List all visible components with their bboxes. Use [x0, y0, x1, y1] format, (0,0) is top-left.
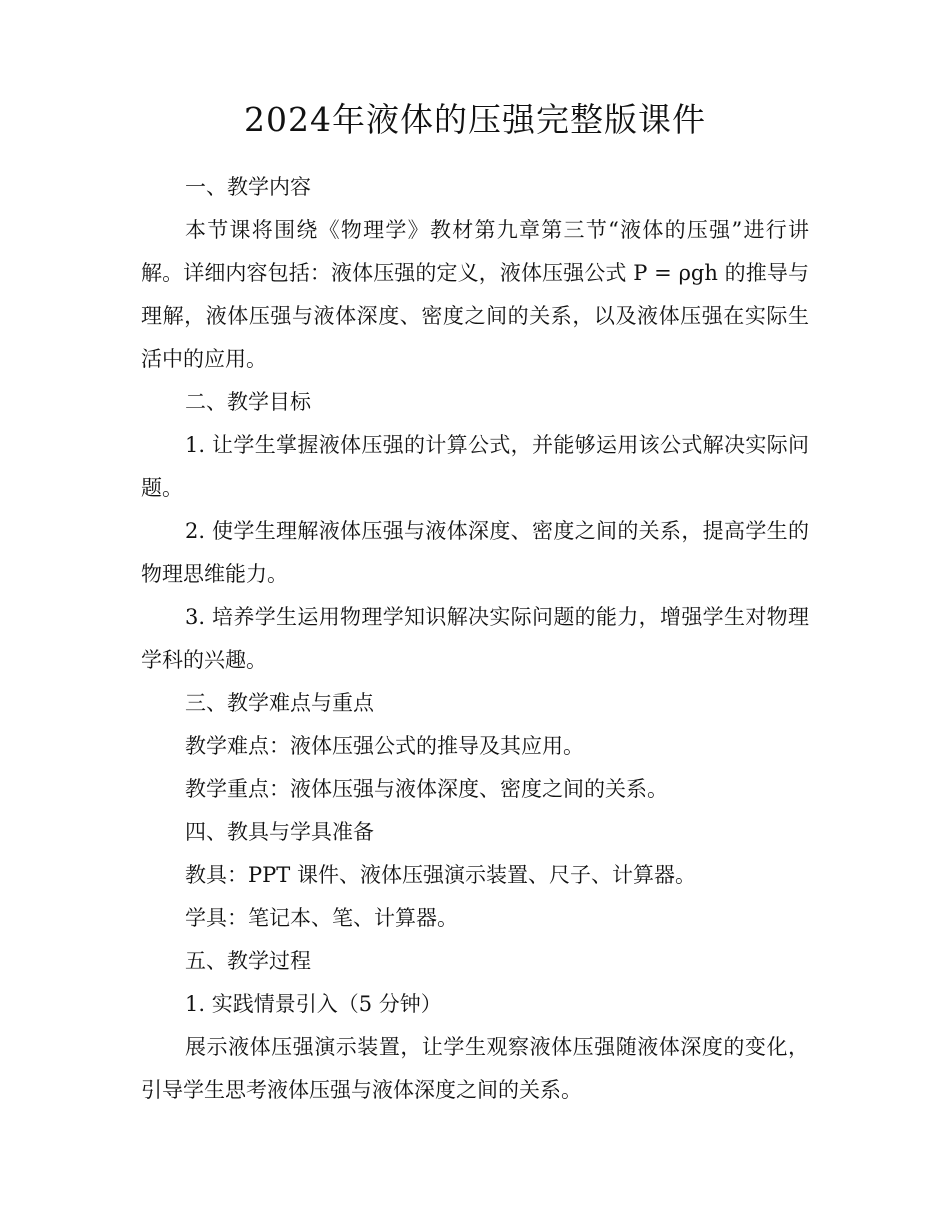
section-heading-difficulties: 三、教学难点与重点 [185, 691, 374, 715]
teacher-materials: 教具：PPT 课件、液体压强演示装置、尺子、计算器。 [185, 863, 696, 887]
section-heading-objectives: 二、教学目标 [185, 390, 311, 414]
objective-item-2: 2. 使学生理解液体压强与液体深度、密度之间的关系，提高学生的物理思维能力。 [141, 519, 809, 586]
section-heading-process: 五、教学过程 [185, 949, 311, 973]
process-step-1-title: 1. 实践情景引入（5 分钟） [185, 992, 442, 1016]
section-heading-materials: 四、教具与学具准备 [185, 820, 374, 844]
objective-item-1: 1. 让学生掌握液体压强的计算公式，并能够运用该公式解决实际问题。 [141, 433, 809, 500]
objective-item-3: 3. 培养学生运用物理学知识解决实际问题的能力，增强学生对物理学科的兴趣。 [141, 605, 809, 672]
process-step-1-text: 展示液体压强演示装置，让学生观察液体压强随液体深度的变化，引导学生思考液体压强与液体深度之间的关系。 [141, 1035, 809, 1102]
document-title: 2024年液体的压强完整版课件 [244, 100, 706, 139]
teaching-key-point: 教学重点：液体压强与液体深度、密度之间的关系。 [185, 777, 668, 801]
teaching-difficulty: 教学难点：液体压强公式的推导及其应用。 [185, 734, 584, 758]
content-paragraph: 本节课将围绕《物理学》教材第九章第三节“液体的压强”进行讲解。详细内容包括：液体压强的定义，液体压强公式 P = ρgh 的推导与理解，液体压强与液体深度、密度之间的关系，以及液体压强在实际生活中的应用。 [141, 218, 809, 371]
student-materials: 学具：笔记本、笔、计算器。 [185, 906, 458, 930]
section-heading-content: 一、教学内容 [185, 175, 311, 199]
document-body [141, 166, 809, 1112]
